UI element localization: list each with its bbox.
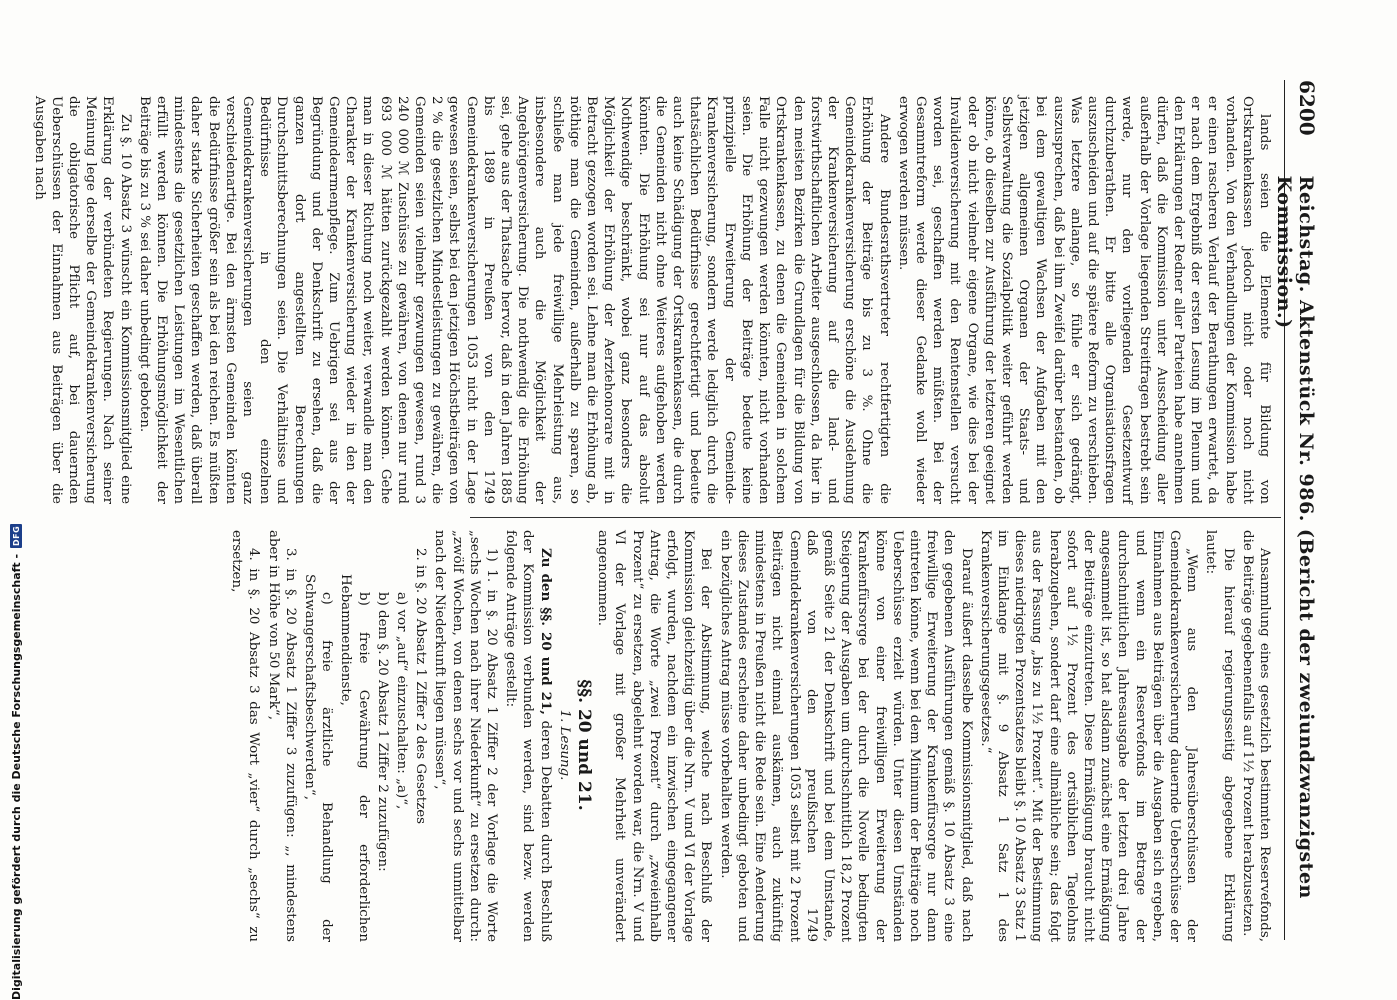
motion-item: b) dem §. 20 Absatz 1 Ziffer 2 zuzufügen:	[374, 592, 390, 872]
paragraph: Bei der Abstimmung, welche nach Beschluß der Kommission gleichzeitig über die Nrn. V und VI der Vorlage erfolgt, wurden, nachdem ein inzwischen eingegangener Antrag, die Worte „zwei Prozent“ durch „zweieinhalb Prozent“ zu ersetzen, abgelehnt worden war, die Nrn. V und VI der Vorlage mit großer Mehrheit unverändert angenommen.	[595, 530, 714, 942]
quoted-declaration: „Wenn aus den Jahresüberschüssen der Gemeindekrankenversicherung dauernde Ueberschüsse der Einnahmen aus Beiträgen über die Ausgaben sich ergeben, und wenn ein Reservefonds im Betrage der durchschnittlichen Jahresausgabe der letzten drei Jahre angesammelt ist, so hat alsdann zunächst eine Ermäßigung der Beiträge einzutreten. Diese Ermäßigung braucht nicht sofort auf 1½ Prozent des ortsüblichen Tagelohns herabzugehen, sondert darf eine allmähliche sein; das folgt aus der Fassung „bis zu 1½ Prozent“. Mit der Bestimmung dieses niedrigsten Prozentsatzes bleibt §. 10 Absatz 3 Satz 1 im Einklange mit §. 9 Absatz 1 Satz 1 des Krankenversicherungsgesetzes.“	[977, 530, 1200, 942]
paragraph: Ansammlung eines gesetzlich bestimmten Reservefonds, die Beiträge gegebenenfalls auf 1½ Prozent herabzusetzen.	[1239, 530, 1272, 942]
paragraph: Die hierauf regierungsseitig abgegebene Erklärung lautet:	[1203, 530, 1236, 942]
running-title: Reichstag. Aktenstück Nr. 986. (Bericht der zweiundzwanzigsten Kommission.)	[1273, 175, 1317, 899]
digitization-credit	[6, 0, 26, 1000]
page-header	[1273, 80, 1319, 940]
motion-item: 2. in §. 20 Absatz 1 Ziffer 2 des Gesetzes	[413, 548, 429, 824]
motion-item: 4. in §. 20 Absatz 3 das Wort „vier“ durch „sechs“ zu ersetzen,	[229, 530, 262, 942]
paragraph: Zu §. 10 Absatz 3 wünscht ein Kommissionsmitglied eine Erklärung der verbündeten Regierungen. Nach seiner Meinung lege derselbe der Gemeindekrankenversicherung die obligatorische Pflicht auf, bei dauernden Ueberschüssen der Einnahmen aus Beiträgen über die Ausgaben nach	[31, 96, 133, 504]
motion-item: c) freie ärztliche Behandlung der Schwangerschaftsbeschwerden“,	[302, 574, 335, 942]
page-number: 6200	[1295, 80, 1319, 136]
credit-text: Digitalisierung gefördert durch die Deutsche Forschungsgemeinschaft -	[9, 553, 23, 1000]
section-heading: §§. 20 und 21.	[574, 679, 595, 811]
section-intro	[502, 530, 554, 942]
column-divider	[470, 517, 1281, 518]
motion-item: 1) 1. in §. 20 Absatz 1 Ziffer 2 der Vorlage die Worte „sechs Wochen nach ihrer Niederkunft“ zu ersetzen durch: „zwölf Wochen, von denen sechs vor und sechs unmittelbar nach der Niederkunft liegen müssen“,	[432, 530, 500, 942]
motion-item: b) freie Gewährung der erforderlichen Hebammendienste,	[338, 574, 371, 942]
right-column	[60, 530, 1273, 942]
motion-item: a) vor „auf“ einzuschalten: „a)“,	[394, 592, 410, 810]
motions-list	[228, 530, 500, 942]
dfg-logo: DFG	[11, 525, 21, 547]
paragraph: Andere Bundesrathsvertreter rechtfertigten die Erhöhung der Beiträge bis zu 3 %. Ohne die Gemeindekrankenversicherung erschöne die Ausdehnung der Krankenversicherung auf die land- und forstwirthschaftlichen Arbeiter ausgeschlossen, da hier in den meisten Bezirken die Grundlagen für die Bildung von Ortskrankenkassen, zu denen die Gemeinden in solchem Falle nicht gezwungen werden könnten, nicht vorhanden seien. Die Erhöhung der Beiträge bedeute keine prinzipielle Erweiterung der Gemeinde-Krankenversicherung, sondern werde lediglich durch die thatsächlichen Bedürfnisse gerechtfertigt und bedeute auch keine Schädigung der Ortskrankenkassen, die durch die Gemeinden nicht ohne Weiteres aufgehoben werden könnten. Die Erhöhung sei nur auf das absolut Nothwendige beschränkt, wobei ganz besonders die Möglichkeit der Erhöhung der Aerztehonorare mit in Betracht gezogen worden sei. Lehne man die Erhöhung ab, nöthige man die Gemeinden, außerhalb zu sparen, so schließe man jede freiwillige Mehrleistung aus, insbesondere auch die Möglichkeit der Angehörigenversicherung. Die nothwendig die Erhöhung sei, gehe aus der Thatsache hervor, daß in den Jahren 1885 bis 1889 in Preußen von den 1749 Gemeindekrankenversicherungen 1053 nicht in der Lage gewesen seien, selbst bei den jetzigen Höchstbeiträgen von 2 % die gesetzlichen Mindestleistungen zu gewähren, die Gemeinden seien vielmehr gezwungen gewesen, rund 3 240 000 ℳ Zuschüsse zu gewähren, von denen nur rund 693 000 ℳ hätten zurückgezahlt werden können. Gehe man in dieser Richtung noch weiter, verwandle man den Charakter der Krankenversicherung wieder in den der Gemeindearmenpflege. Zum Uebrigen sei aus der Begründung und der Denkschrift zu ersehen, daß die ganzen dort angestellten Berechnungen Durchschnittsberechnungen seien. Die Verhältnisse und Bedürfnisse in den einzelnen Gemeindekrankenversicherungen seien ganz verschiedenartige. Bei den ärmsten Gemeinden könnten die Bedürfnisse größer sein als bei den reichen. Es müßten daher starke Sicherheiten geschaffen werden, daß überall mindestens die gesetzlichen Leistungen im Wesentlichen erfüllt werden können. Die Erhöhungsmöglichkeit der Beiträge bis zu 3 % sei daher unbedingt geboten.	[136, 96, 892, 504]
motion-item: 3. in §. 20 Absatz 1 Ziffer 3 zuzufügen: „, mindestens aber in Höhe von 50 Mark“,	[265, 530, 298, 942]
paragraph: lands seien die Elemente für Bildung von Ortskrankenkassen jedoch nicht oder noch nicht vorhanden. Von den Verhandlungen der Kommission habe er einen rascheren Verlauf der Berathungen erwartet, da er nach dem Ergebniß der ersten Lesung im Plenum und den Erklärungen der Redner aller Parteien habe annehmen dürfen, daß die Kommission unter Ausscheidung aller außerhalb der Vorlage liegenden Streitfragen bestrebt sein werde, nur den vorliegenden Gesetzentwurf durchzuberathen. Er bitte alle Organisationsfragen auszuscheiden und auf die spätere Reform zu verschieben. Was letztere anlange, so fühle er sich gedrängt, auszusprechen, daß bei ihm Zweifel darüber bestanden, ob bei dem gewaltigen Wachsen der Aufgaben mit den jetzigen allgemeinen Organen der Staats- und Selbstverwaltung die Sozialpolitik weiter geführt werden könne, ob dieselben zur Ausführung der letzteren geeignet oder ob nicht vielmehr eigene Organe, wie dies bei der Invalidenversicherung mit den Rentenstellen versucht worden sei, geschaffen werden müßten. Bei der Gesammtreform werde dieser Gedanke wohl wieder erwogen werden müssen.	[895, 96, 1272, 504]
paragraph: Darauf äußert dasselbe Kommissionsmitglied, daß nach den gegebenen Ausführungen gemäß §. 10 Absatz 3 eine freiwillige Erweiterung der Krankenfürsorge nur dann eintreten könne, wenn bei dem Minimum der Beiträge noch Ueberschüsse erzielt würden. Unter diesen Umständen könne von einer freiwilligen Erweiterung der Krankenfürsorge bei der durch die Novelle bedingten Steigerung der Ausgaben um durchschnittlich 18,2 Prozent gemäß Seite 21 der Denkschrift und bei dem Umstande, daß von den preußischen 1749 Gemeindekrankenversicherungen 1053 selbst mit 2 Prozent Beiträgen nicht einmal auskämen, auch zukünftig mindestens in Preußen nicht die Rede sein. Eine Aenderung dieses Zustandes erscheine daher unbedingt geboten und ein bezügliches Antrag müsse vorbehalten werden.	[717, 530, 974, 942]
section-intro-text: deren Debatten durch Beschluß der Kommission verbunden werden, sind bezw. werden folgende Anträge gestellt:	[503, 530, 553, 943]
left-column	[31, 96, 1273, 504]
section-subheading: 1. Lesung.	[556, 709, 572, 781]
section-intro-lead: Zu den §§. 20 und 21,	[537, 548, 554, 715]
